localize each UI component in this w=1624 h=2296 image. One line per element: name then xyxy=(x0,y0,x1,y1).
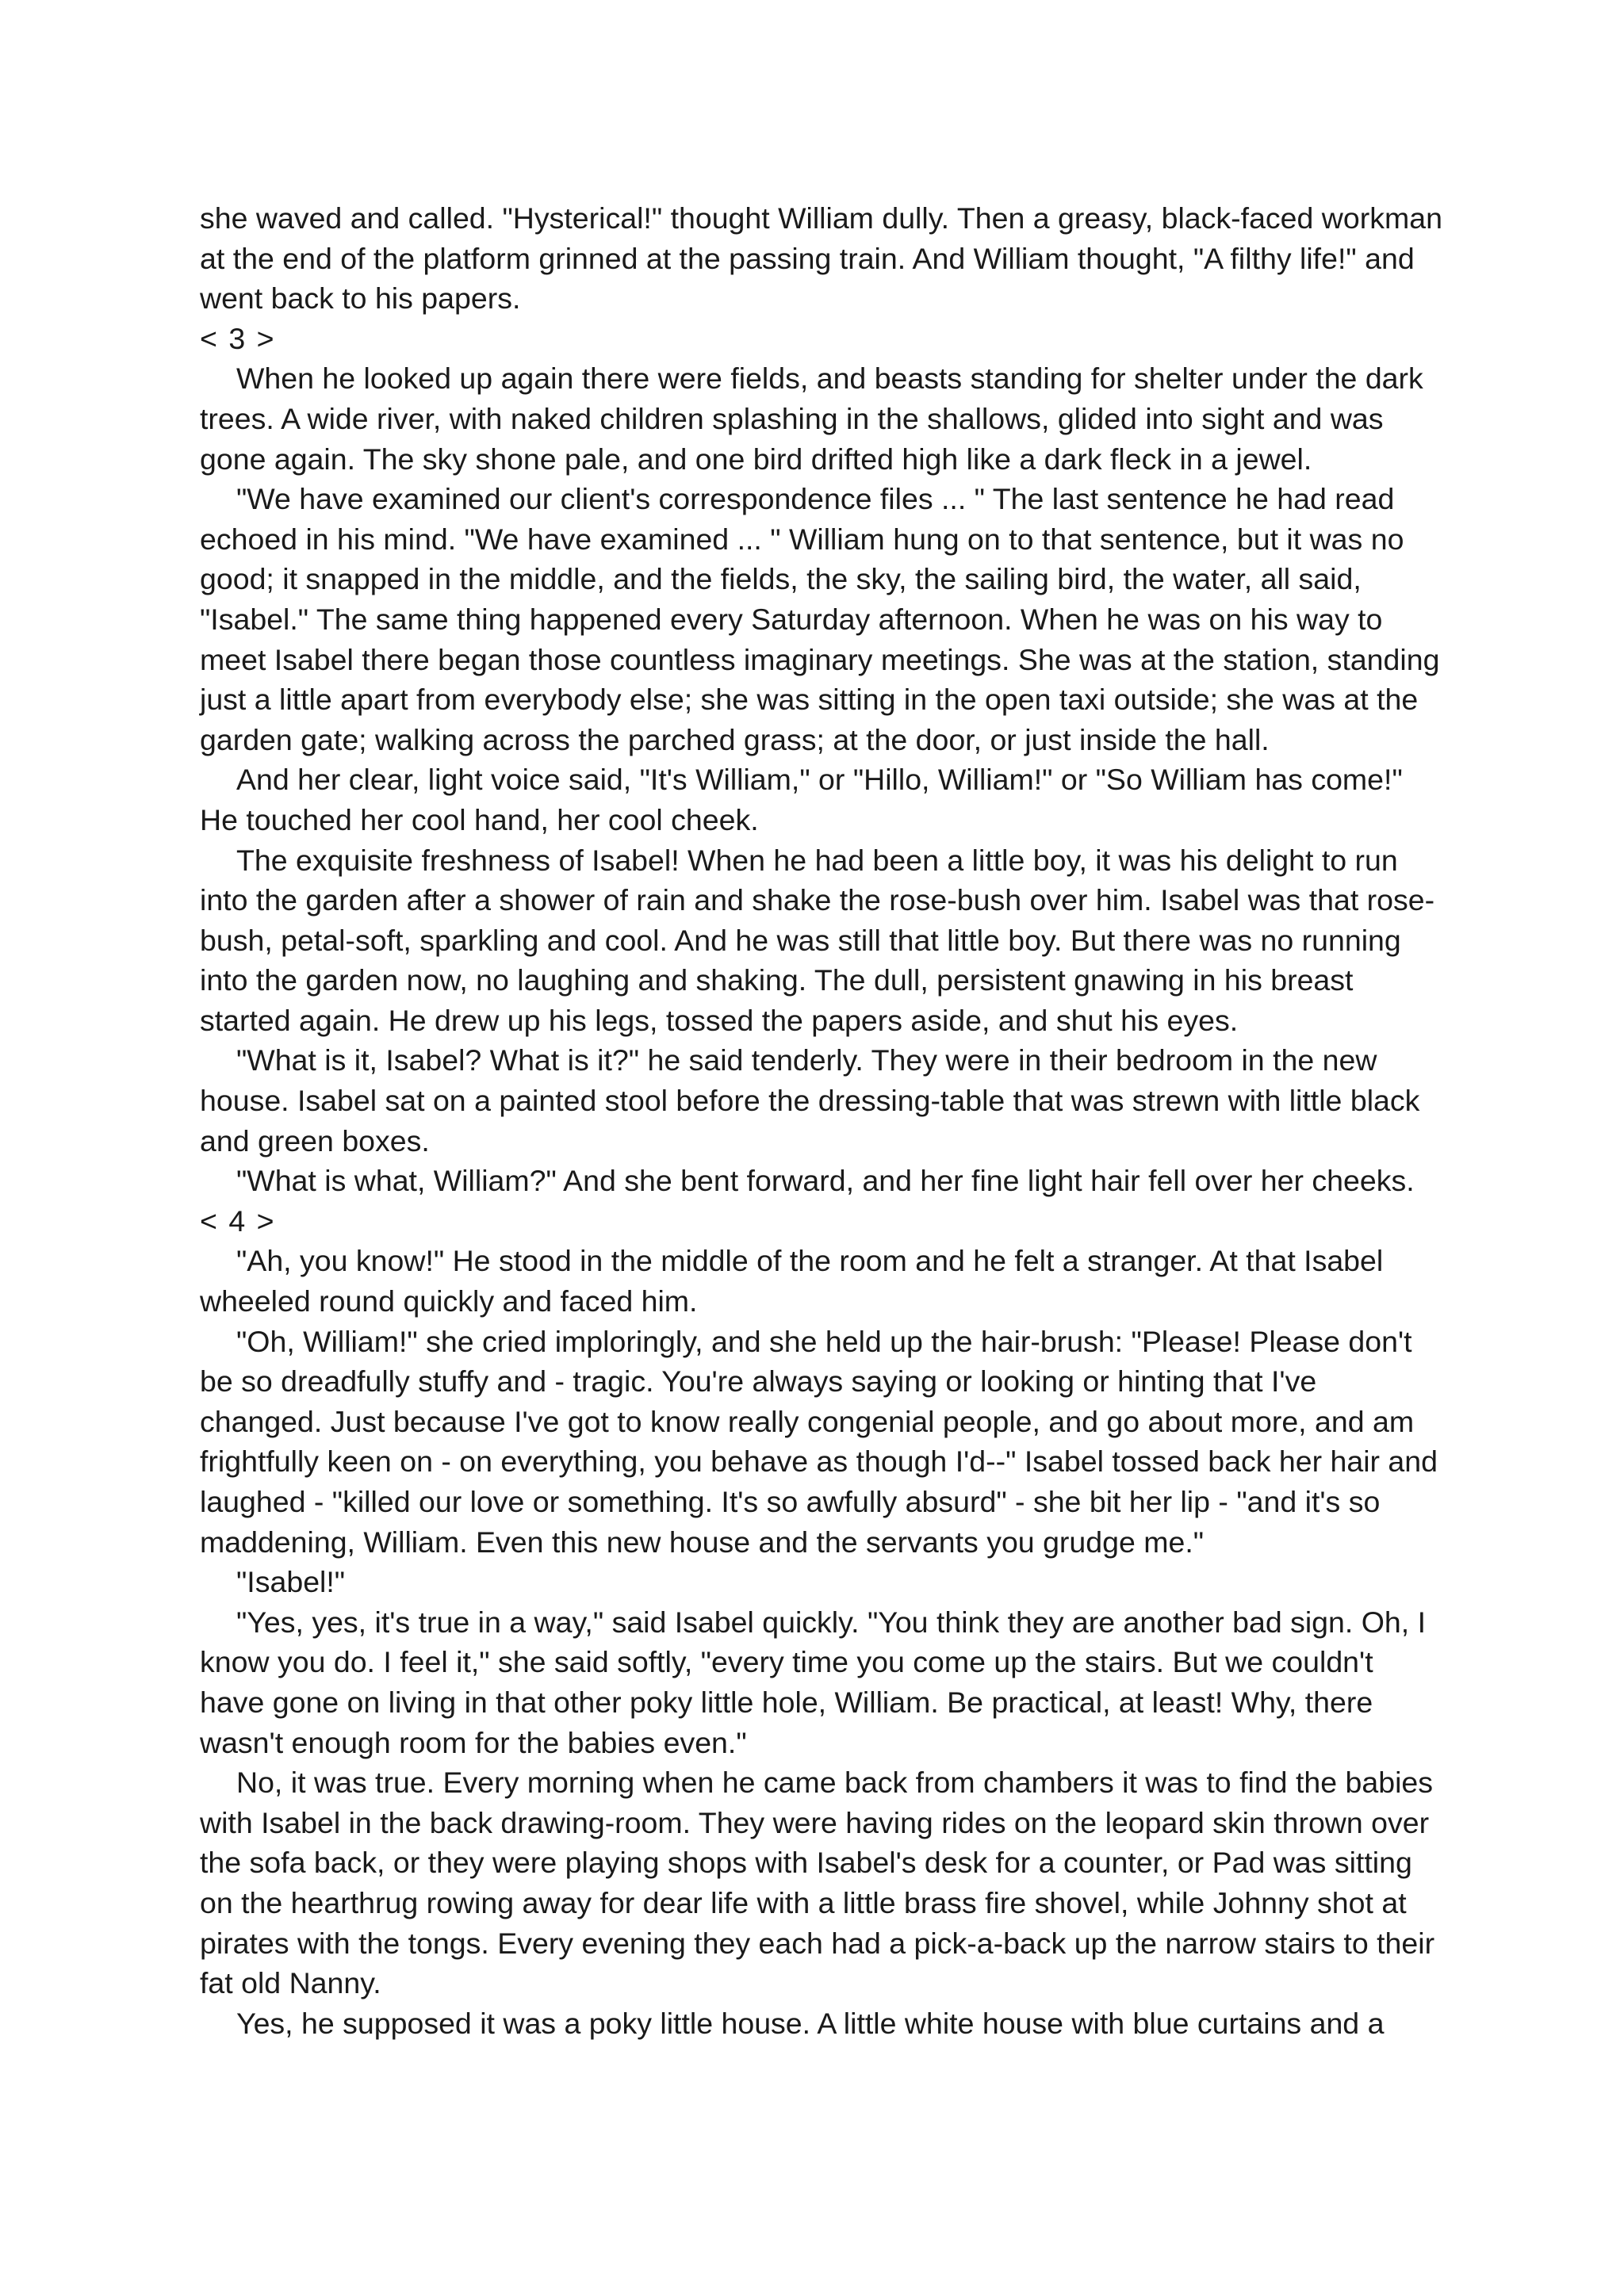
paragraph: "Isabel!" xyxy=(236,1565,346,1599)
paragraph: "What is what, William?" And she bent forward, and her fine light hair fell over her cheeks. xyxy=(236,1164,1415,1198)
paragraph: The exquisite freshness of Isabel! When he had been a little boy, it was his delight to run into the garden after a shower of rain and shake the rose-bush over him. Isabel was that rose-bush, petal-soft, sparkling and cool. And he was still that little boy. But there was no running into the garden now, no laughing and shaking. The dull, persistent gnawing in his breast started again. He drew up his legs, tossed the papers aside, and shut his eyes. xyxy=(200,843,1435,1037)
page-number-marker: < 4 > xyxy=(200,1203,276,1238)
paragraph: And her clear, light voice said, "It's William," or "Hillo, William!" or "So William has come!" He touched her cool hand, her cool cheek. xyxy=(200,763,1403,836)
document-page xyxy=(200,198,1445,2043)
page-number-marker: < 3 > xyxy=(200,321,276,355)
paragraph: No, it was true. Every morning when he came back from chambers it was to find the babies with Isabel in the back drawing-room. They were having rides on the leopard skin thrown over the sofa back, or they were playing shops with Isabel's desk for a counter, or Pad was sitting on the hearthrug rowing away for dear life with a little brass fire shovel, while Johnny shot at pirates with the tongs. Every evening they each had a pick-a-back up the narrow stairs to their fat old Nanny. xyxy=(200,1766,1435,2000)
paragraph: she waved and called. "Hysterical!" thought William dully. Then a greasy, black-faced workman at the end of the platform grinned at the passing train. And William thought, "A filthy life!" and went back to his papers. xyxy=(200,201,1442,316)
paragraph: "What is it, Isabel? What is it?" he said tenderly. They were in their bedroom in the new house. Isabel sat on a painted stool before the dressing-table that was strewn with little black and green boxes. xyxy=(200,1043,1420,1158)
paragraph: "We have examined our client's correspondence files ... " The last sentence he had read echoed in his mind. "We have examined ... " William hung on to that sentence, but it was no good; it snapped in the middle, and the fields, the sky, the sailing bird, the water, all said, "Isabel." The same thing happened every Saturday afternoon. When he was on his way to meet Isabel there began those countless imaginary meetings. She was at the station, standing just a little apart from everybody else; she was sitting in the open taxi outside; she was at the garden gate; walking across the parched grass; at the door, or just inside the hall. xyxy=(200,482,1440,756)
paragraph: When he looked up again there were fields, and beasts standing for shelter under the dark trees. A wide river, with naked children splashing in the shallows, glided into sight and was gone again. The sky shone pale, and one bird drifted high like a dark fleck in a jewel. xyxy=(200,362,1423,476)
paragraph: Yes, he supposed it was a poky little house. A little white house with blue curtains and a xyxy=(236,2006,1385,2040)
paragraph: "Oh, William!" she cried imploringly, and she held up the hair-brush: "Please! Please don't be so dreadfully stuffy and - tragic. You're always saying or looking or hinting that I've changed. Just because I've got to know really congenial people, and go about more, and am frightfully keen on - on everything, you behave as though I'd--" Isabel tossed back her hair and laughed - "killed our love or something. It's so awfully absurd" - she bit her lip - "and it's so maddening, William. Even this new house and the servants you grudge me." xyxy=(200,1324,1438,1559)
paragraph: "Yes, yes, it's true in a way," said Isabel quickly. "You think they are another bad sign. Oh, I know you do. I feel it," she said softly, "every time you come up the stairs. But we couldn't have gone on living in that other poky little hole, William. Be practical, at least! Why, there wasn't enough room for the babies even." xyxy=(200,1605,1426,1759)
paragraph: "Ah, you know!" He stood in the middle of the room and he felt a stranger. At that Isabel wheeled round quickly and faced him. xyxy=(200,1244,1384,1318)
